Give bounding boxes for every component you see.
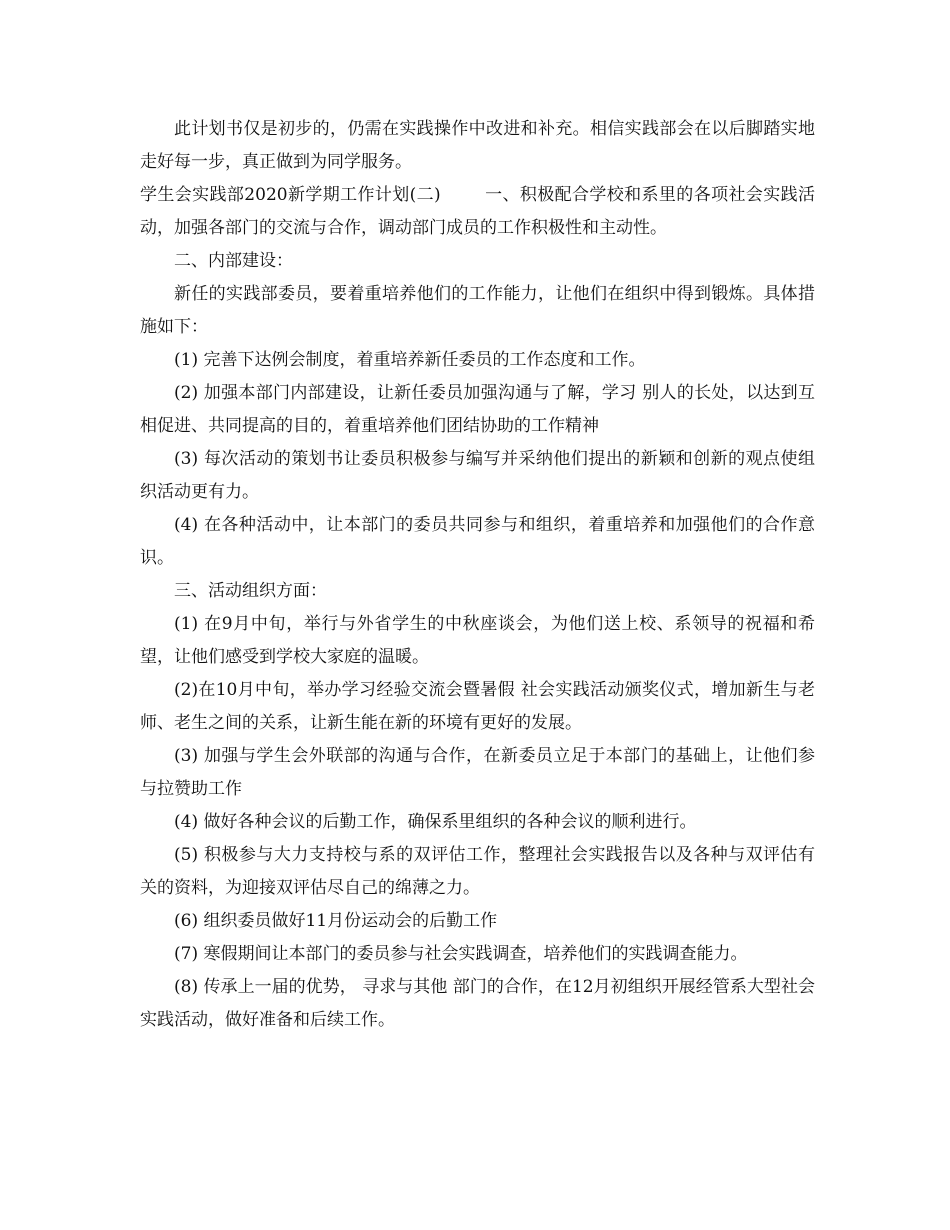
list-item-activity-2: (2)在10月中旬，举办学习经验交流会暨暑假 社会实践活动颁奖仪式，增加新生与老师、老生之间的关系，让新生能在新的环境有更好的发展。 [140, 680, 815, 733]
list-item-activity-3: (3) 加强与学生会外联部的沟通与合作，在新委员立足于本部门的基础上，让他们参与拉赞助工作 [140, 746, 815, 799]
section-heading-activities: 三、活动组织方面： [174, 581, 327, 601]
list-item-internal-2: (2) 加强本部门内部建设，让新任委员加强沟通与了解，学习 别人的长处，以达到互相促进、共同提高的目的，着重培养他们团结协助的工作精神 [140, 383, 815, 436]
list-item-internal-3: (3) 每次活动的策划书让委员积极参与编写并采纳他们提出的新颖和创新的观点使组织活动更有力。 [140, 449, 815, 502]
section-heading-internal: 二、内部建设： [174, 251, 293, 271]
paragraph-internal-intro: 新任的实践部委员，要着重培养他们的工作能力，让他们在组织中得到锻炼。具体措施如下： [140, 284, 815, 337]
paragraph-plan-heading [140, 179, 815, 245]
list-item-activity-1: (1) 在9月中旬，举行与外省学生的中秋座谈会，为他们送上校、系领导的祝福和希望，让他们感受到学校大家庭的温暖。 [140, 614, 815, 667]
list-item-internal-4: (4) 在各种活动中，让本部门的委员共同参与和组织，着重培养和加强他们的合作意识。 [140, 515, 815, 568]
document-body [140, 113, 815, 1037]
list-item-internal-1: (1) 完善下达例会制度，着重培养新任委员的工作态度和工作。 [174, 350, 646, 370]
plan-title: 学生会实践部2020新学期工作计划(二) [140, 185, 441, 205]
list-item-activity-8: (8) 传承上一届的优势， 寻求与其他 部门的合作，在12月初组织开展经管系大型社会实践活动，做好准备和后续工作。 [140, 977, 815, 1030]
paragraph-closing-note: 此计划书仅是初步的，仍需在实践操作中改进和补充。相信实践部会在以后脚踏实地走好每一步，真正做到为同学服务。 [140, 119, 815, 172]
section-one-text: 一、积极配合学校和系里的各项社会实践活动，加强各部门的交流与合作，调动部门成员的工作积极性和主动性。 [140, 185, 815, 238]
list-item-activity-7: (7) 寒假期间让本部门的委员参与社会实践调查，培养他们的实践调查能力。 [174, 944, 748, 964]
list-item-activity-4: (4) 做好各种会议的后勤工作，确保系里组织的各种会议的顺利进行。 [174, 812, 697, 832]
list-item-activity-5: (5) 积极参与大力支持校与系的双评估工作，整理社会实践报告以及各种与双评估有关的资料，为迎接双评估尽自己的绵薄之力。 [140, 845, 815, 898]
list-item-activity-6: (6) 组织委员做好11月份运动会的后勤工作 [174, 911, 498, 931]
